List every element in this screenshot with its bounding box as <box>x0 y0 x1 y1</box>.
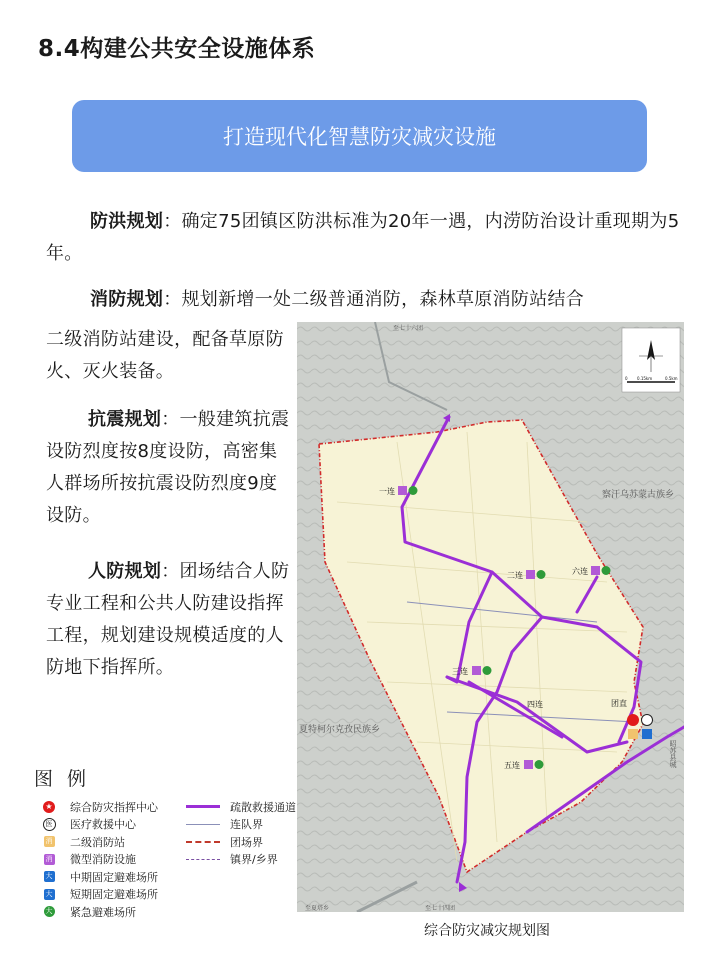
emergency-shelter-icon <box>537 570 546 579</box>
legend-title: 图例 <box>34 768 101 790</box>
evacuation-line-icon <box>186 805 220 808</box>
legend-label: 二级消防站 <box>70 835 125 849</box>
flood-plan-label: 防洪规划 <box>90 211 164 232</box>
regiment-boundary-line-icon <box>186 841 220 843</box>
emergency-shelter-icon: 大 <box>45 907 53 916</box>
mini-fire-facility-icon <box>398 486 407 495</box>
scale-mid: 0.15km <box>637 376 653 381</box>
fire-plan-paragraph-cont <box>46 324 286 388</box>
label-lian5: 五连 <box>504 761 520 770</box>
mini-fire-facility-icon <box>591 566 600 575</box>
label-lian4: 四连 <box>527 700 543 709</box>
fire-plan-label: 消防规划 <box>90 289 164 310</box>
medical-center-icon: 医 <box>43 818 56 831</box>
fire-plan-paragraph <box>46 284 680 316</box>
legend-facilities <box>38 798 158 921</box>
label-lian2: 二连 <box>507 571 523 580</box>
banner-text: 打造现代化智慧防灾减灾设施 <box>223 125 496 149</box>
emergency-shelter-icon <box>602 566 611 575</box>
map-canvas <box>297 322 684 912</box>
mini-fire-facility-icon <box>524 760 533 769</box>
legend-label: 微型消防设施 <box>70 853 136 867</box>
legend-item-medical <box>38 816 158 834</box>
town-boundary-line-icon <box>186 859 220 860</box>
legend-label: 短期固定避难场所 <box>70 888 158 902</box>
disaster-prevention-map <box>297 322 684 912</box>
compass-scale-box <box>622 328 680 392</box>
seismic-plan-paragraph <box>46 404 290 532</box>
label-lian1: 一连 <box>379 487 395 496</box>
civil-defense-text: ：团场结合人防专业工程和公共人防建设指挥工程，规划建设规模适度的人防地下指挥所。 <box>46 561 290 678</box>
emergency-shelter-icon <box>483 666 492 675</box>
legend-item-regiment-boundary <box>186 833 296 851</box>
label-to-76: 至七十六团 <box>393 325 424 332</box>
mini-fire-facility-icon <box>472 666 481 675</box>
command-center-icon: ★ <box>43 801 55 813</box>
legend-label: 疏散救援通道 <box>230 800 296 814</box>
label-xiate: 夏特柯尔克孜民族乡 <box>299 725 381 735</box>
legend-item-company-boundary <box>186 816 296 834</box>
fire-station-icon <box>628 729 638 739</box>
label-to-74: 至七十四团 <box>425 905 456 912</box>
legend-item-town-boundary <box>186 851 296 869</box>
legend-item-emergency-shelter <box>38 903 158 921</box>
command-center-icon <box>627 714 639 726</box>
label-lian6: 六连 <box>572 567 588 576</box>
mini-fire-facility-icon <box>526 570 535 579</box>
emergency-shelter-icon <box>409 486 418 495</box>
emergency-shelter-icon <box>535 760 544 769</box>
label-lian3: 三连 <box>452 667 468 676</box>
fire-plan-text-line2: 二级消防站建设，配备草原防火、灭火装备。 <box>46 329 284 382</box>
legend-label: 连队界 <box>230 818 263 832</box>
legend-label: 镇界/乡界 <box>230 853 278 867</box>
fire-plan-text-line1: ：规划新增一处二级普通消防，森林草原消防站结合 <box>163 289 585 310</box>
mid-term-shelter-icon: 大 <box>45 872 53 881</box>
label-zhaosu: 昭苏县城 <box>669 740 677 768</box>
civil-defense-paragraph <box>46 556 290 684</box>
civil-defense-label: 人防规划 <box>88 561 162 582</box>
short-term-shelter-icon <box>642 729 652 739</box>
legend-item-command-center <box>38 798 158 816</box>
legend-item-evacuation <box>186 798 296 816</box>
seismic-plan-text: ：一般建筑抗震设防烈度按8度设防，高密集人群场所按抗震设防烈度9度设防。 <box>46 409 290 526</box>
legend-item-mid-shelter <box>38 868 158 886</box>
legend-label: 紧急避难场所 <box>70 905 136 919</box>
company-boundary-line-icon <box>186 824 220 825</box>
label-chahanwusu: 察汗乌苏蒙古族乡 <box>602 490 675 500</box>
legend-label: 综合防灾指挥中心 <box>70 800 158 814</box>
flood-plan-text: ：确定75团镇区防洪标准为20年一遇，内涝防治设计重现期为5年。 <box>46 211 680 264</box>
short-term-shelter-icon: 大 <box>45 889 53 898</box>
legend-label: 团场界 <box>230 835 263 849</box>
legend-label: 医疗救援中心 <box>70 818 136 832</box>
flood-plan-paragraph <box>46 206 680 270</box>
mini-fire-facility-icon: 消 <box>45 854 53 863</box>
label-tuanzhi: 团直 <box>611 699 627 708</box>
fire-station-icon: 消 <box>45 837 53 846</box>
label-to-xiata: 至夏塔乡 <box>305 905 330 912</box>
legend-item-short-shelter <box>38 886 158 904</box>
legend-lines <box>186 798 296 868</box>
legend-item-mini-fire <box>38 851 158 869</box>
map-caption: 综合防灾减灾规划图 <box>424 923 550 939</box>
seismic-plan-label: 抗震规划 <box>88 409 162 430</box>
scale-start: 0 <box>625 376 628 381</box>
section-banner <box>72 100 647 172</box>
legend-item-fire-station <box>38 833 158 851</box>
legend-label: 中期固定避难场所 <box>70 870 158 884</box>
page-title: 8.4构建公共安全设施体系 <box>38 36 316 62</box>
scale-end: 0.5km <box>665 376 678 381</box>
medical-center-icon <box>642 715 653 726</box>
